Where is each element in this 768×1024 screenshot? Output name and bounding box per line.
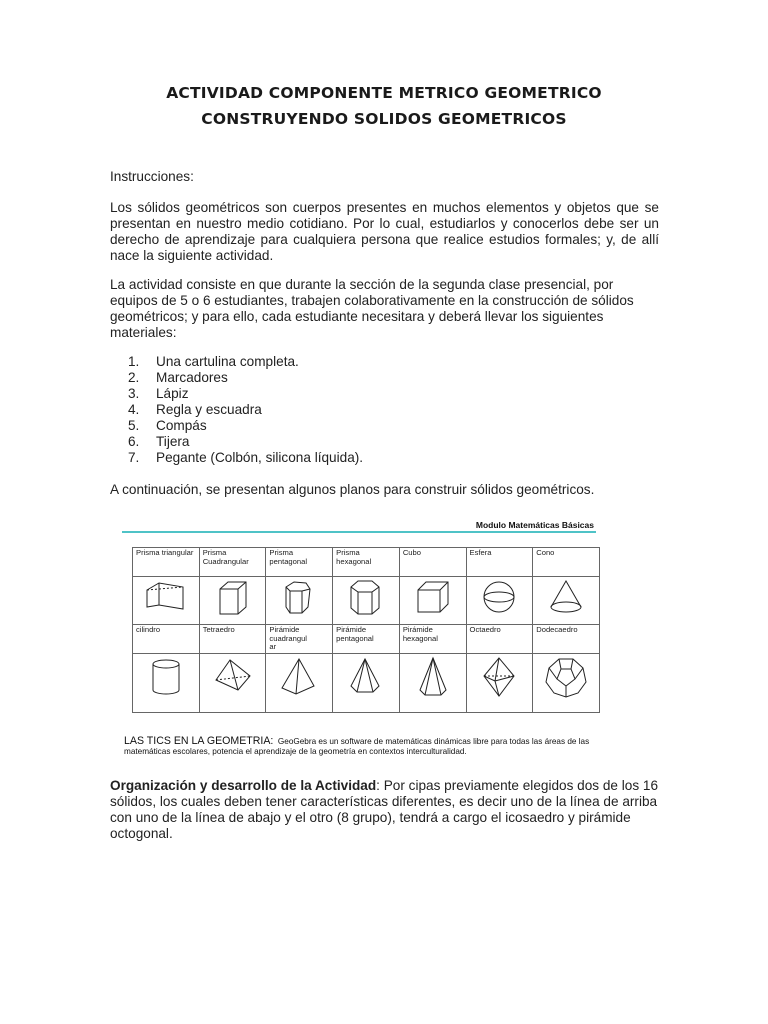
solids-table: [132, 547, 600, 713]
square-prism-icon: [208, 577, 258, 617]
list-item-number: 2.: [128, 370, 140, 385]
solid-label: Tetraedro: [202, 625, 235, 634]
hexagonal-pyramid-icon: [408, 654, 458, 700]
figure-module-header: Modulo Matemáticas Básicas: [475, 520, 594, 530]
list-item-text: Lápiz: [156, 386, 189, 401]
instructions-label: Instrucciones:: [110, 169, 194, 184]
list-item-number: 1.: [128, 354, 140, 369]
figure-divider: [122, 531, 596, 533]
list-item-number: 5.: [128, 418, 140, 433]
tetrahedron-icon: [208, 654, 258, 700]
solid-label: cilindro: [136, 625, 161, 634]
solid-label: Octaedro: [469, 625, 501, 634]
list-item-text: Regla y escuadra: [156, 402, 262, 417]
list-item-number: 3.: [128, 386, 140, 401]
list-item: [128, 418, 363, 434]
pentagonal-pyramid-icon: [341, 654, 391, 700]
triangular-prism-icon: [141, 577, 191, 617]
list-item: [128, 370, 363, 386]
list-item: [128, 434, 363, 450]
solid-label: Esfera: [469, 548, 492, 557]
solids-label-row-1: [133, 548, 600, 577]
solid-label: Cubo: [402, 548, 421, 557]
solids-label-row-2: [133, 625, 600, 654]
organization-paragraph: [110, 778, 659, 842]
organization-heading: Organización y desarrollo de la Actividad: [110, 778, 377, 793]
solid-label: Prisma Cuadrangular: [202, 548, 249, 566]
page-title-line-2: CONSTRUYENDO SOLIDOS GEOMETRICOS: [201, 110, 567, 128]
solid-label: Pirámide pentagonal: [336, 625, 374, 643]
solids-image-row-2: [133, 654, 600, 713]
cone-icon: [541, 577, 591, 617]
list-item: [128, 386, 363, 402]
list-item-number: 4.: [128, 402, 140, 417]
tics-note: [124, 736, 594, 757]
list-item: [128, 402, 363, 418]
solids-image-row-1: [133, 577, 600, 625]
sphere-icon: [474, 577, 524, 617]
solid-label: Prisma triangular: [136, 548, 194, 557]
list-item-text: Una cartulina completa.: [156, 354, 299, 369]
solid-label: Pirámide hexagonal: [402, 625, 438, 643]
solid-label: Dodecaedro: [536, 625, 578, 634]
octahedron-icon: [474, 654, 524, 700]
list-item-number: 6.: [128, 434, 140, 449]
tics-heading: LAS TICS EN LA GEOMETRIA:: [124, 735, 274, 747]
list-item-number: 7.: [128, 450, 140, 465]
square-pyramid-icon: [274, 654, 324, 700]
list-item-text: Tijera: [156, 434, 190, 449]
activity-paragraph: La actividad consiste en que durante la sección de la segunda clase presencial, por equipos de 5 o 6 estudiantes, trabajen colaborativamente en la construcción de sólidos geométricos; y para ello, cada estudiante necesitara y deberá llevar los siguientes materiales:: [110, 277, 634, 340]
pentagonal-prism-icon: [274, 577, 324, 617]
page-title-line-1: ACTIVIDAD COMPONENTE METRICO GEOMETRICO: [166, 84, 602, 102]
solid-label: Prisma hexagonal: [336, 548, 372, 566]
solids-figure: [118, 516, 600, 776]
hexagonal-prism-icon: [341, 577, 391, 617]
list-item-text: Pegante (Colbón, silicona líquida).: [156, 450, 364, 465]
solid-label: Cono: [536, 548, 555, 557]
solid-label: Prisma pentagonal: [269, 548, 308, 566]
dodecahedron-icon: [541, 654, 591, 700]
organization-text: : Por cipas previamente elegidos dos de los 16 sólidos, los cuales deben tener características diferentes, es decir uno de la línea de arriba con uno de la línea de abajo y el otro (8 grupo), tendrá a cargo el icosaedro y pirámide octogonal.: [110, 778, 659, 841]
list-item-text: Marcadores: [156, 370, 228, 385]
list-item-text: Compás: [156, 418, 207, 433]
intro-paragraph: Los sólidos geométricos son cuerpos presentes en muchos elementos y objetos que se presentan en nuestro medio cotidiano. Por lo cual, estudiarlos y conocerlos debe ser un derecho de aprendizaje para cualquiera persona que realice estudios formales; y, de allí nace la siguiente actividad.: [110, 200, 659, 263]
list-item: [128, 450, 363, 466]
tics-text: GeoGebra es un software de matemáticas dinámicas libre para todas las áreas de las matemáticas escolares, potencia el aprendizaje de la geometría en contextos interculturalidad.: [124, 737, 590, 756]
cube-icon: [408, 577, 458, 617]
materials-list: [128, 354, 363, 466]
continuation-paragraph: A continuación, se presentan algunos planos para construir sólidos geométricos.: [110, 482, 595, 497]
list-item: [128, 354, 363, 370]
cylinder-icon: [141, 654, 191, 700]
solid-label: Pirámide cuadrangul ar: [269, 625, 307, 652]
